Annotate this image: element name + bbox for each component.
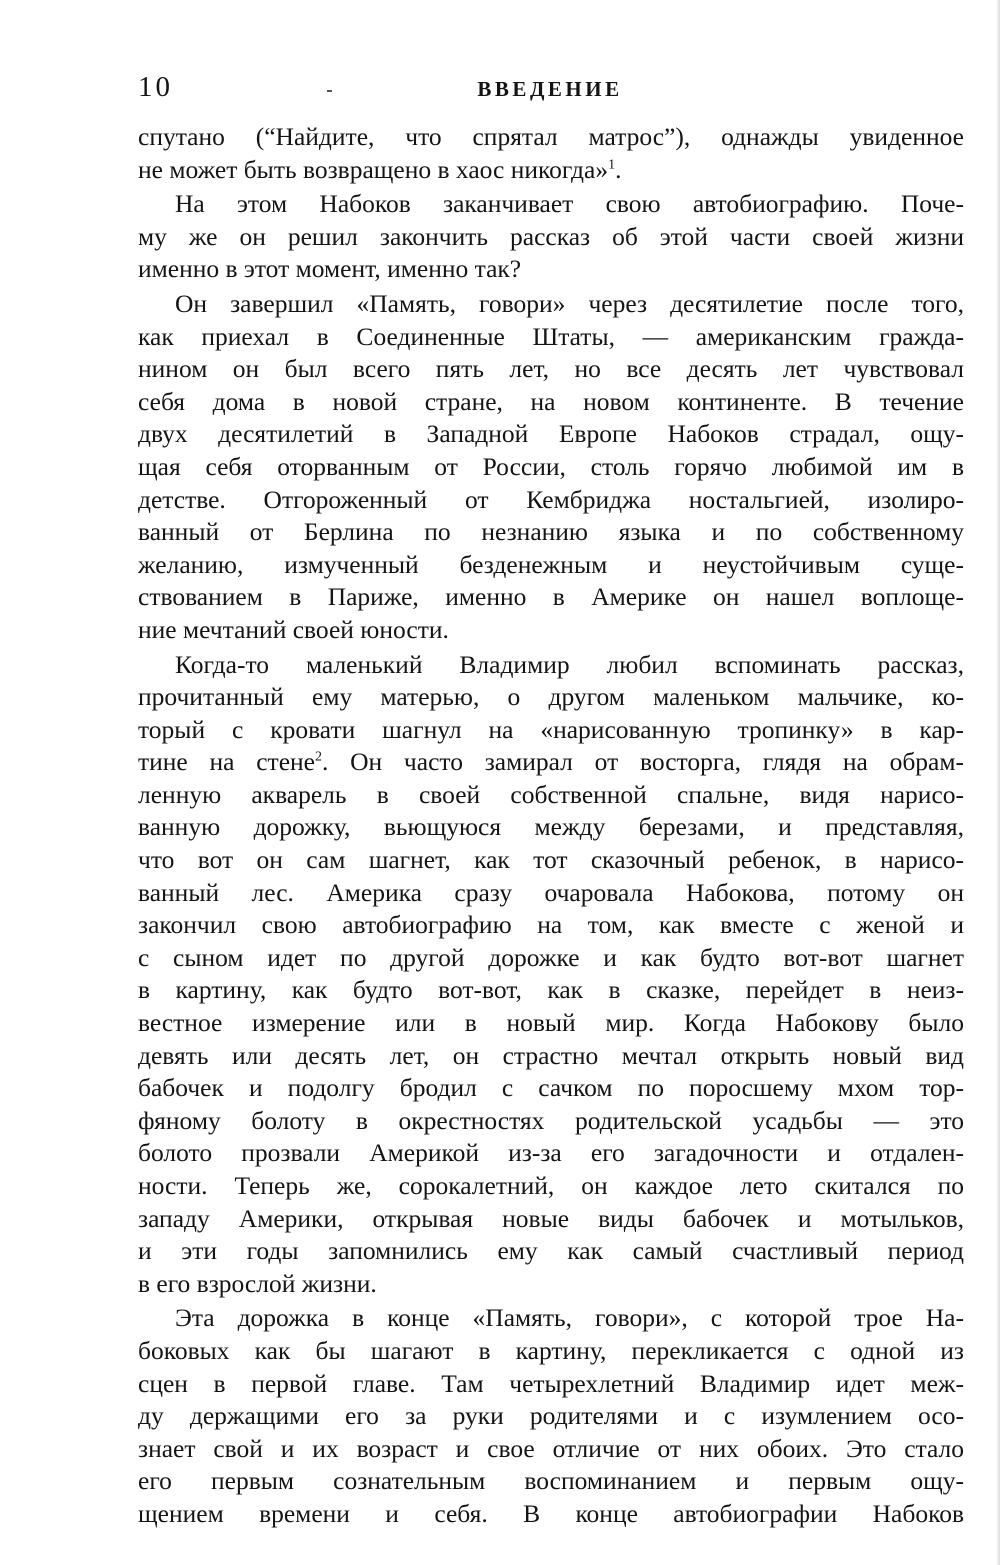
text-line: как приехал в Соединенные Штаты, — американским гражда- — [138, 321, 964, 351]
text-line: знает свой и их возраст и свое отличие от них обоих. Это стало — [138, 1433, 964, 1463]
text-line: торый с кровати шагнул на «нарисованную тропинку» в кар- — [138, 714, 964, 744]
text-line — [138, 746, 964, 779]
text-line: себя дома в новой стране, на новом континенте. В течение — [138, 386, 964, 416]
text-line: ванный от Берлина по незнанию языка и по собственному — [138, 517, 964, 547]
text-line: ванную дорожку, вьющуюся между березами, и представляя, — [138, 812, 964, 842]
text-line: боковых как бы шагают в картину, перекликается с одной из — [138, 1335, 964, 1365]
text-line: в его взрослой жизни. — [138, 1268, 377, 1298]
text-line: ду держащими его за руки родителями и с изумлением осо- — [138, 1401, 964, 1431]
text-line: детстве. Отгороженный от Кембриджа ностальгией, изолиро- — [138, 484, 964, 514]
text-line: щением времени и себя. В конце автобиографии Набоков — [138, 1498, 964, 1528]
text-line: му же он решил закончить рассказ об этой части своей жизни — [138, 221, 964, 251]
text-line: Эта дорожка в конце «Память, говори», с которой трое На- — [175, 1303, 964, 1333]
text-line: сцен в первой главе. Там четырехлетний Владимир идет меж- — [138, 1368, 964, 1398]
paragraph-2 — [138, 188, 964, 286]
text-line: На этом Набоков заканчивает свою автобиографию. Поче- — [175, 189, 964, 219]
text-line: ленную акварель в своей собственной спальне, видя нарисо- — [138, 779, 964, 809]
text-line: его первым сознательным воспоминанием и первым ощу- — [138, 1466, 964, 1496]
text-line: ствованием в Париже, именно в Америке он нашел воплоще- — [138, 582, 964, 612]
text-line: и эти годы запомнились ему как самый счастливый период — [138, 1236, 964, 1266]
text-fragment: . — [615, 154, 622, 184]
running-head: ВВЕДЕНИЕ — [477, 77, 623, 101]
text-line: девять или десять лет, он страстно мечтал открыть новый вид — [138, 1040, 964, 1070]
text-line: прочитанный ему матерью, о другом маленьком мальчике, ко- — [138, 682, 964, 712]
text-line: с сыном идет по другой дорожке и как будто вот-вот шагнет — [138, 942, 964, 972]
text-line: спутано (“Найдите, что спрятал матрос”), однажды увиденное — [138, 122, 964, 151]
text-line: двух десятилетий в Западной Европе Набоков страдал, ощу- — [138, 419, 964, 449]
body-text — [138, 121, 964, 1531]
text-fragment: не может быть возвращено в хаос никогда» — [138, 154, 609, 184]
text-line — [138, 154, 964, 187]
paragraph-5 — [138, 1302, 964, 1530]
text-line: нином он был всего пять лет, но все десять лет чувствовал — [138, 354, 964, 384]
paragraph-4 — [138, 649, 964, 1301]
text-line: закончил свою автобиографию на том, как вместе с женой и — [138, 910, 964, 940]
text-line: бабочек и подолгу бродил с сачком по поросшему мхом тор- — [138, 1073, 964, 1103]
paragraph-1 — [138, 121, 964, 186]
text-line: западу Америки, открывая новые виды бабочек и мотыльков, — [138, 1203, 964, 1233]
text-line: щая себя оторванным от России, столь горячо любимой им в — [138, 451, 964, 481]
text-line: Когда-то маленький Владимир любил вспоминать рассказ, — [175, 649, 964, 679]
paragraph-3 — [138, 288, 964, 647]
page-edge-shadow — [996, 0, 1000, 1565]
text-line: желанию, измученный безденежным и неустойчивым суще- — [138, 549, 964, 579]
text-line: фяному болоту в окрестностях родительской усадьбы — это — [138, 1105, 964, 1135]
text-fragment: . Он часто замирал от восторга, глядя на обрам- — [321, 747, 964, 777]
text-line: ванный лес. Америка сразу очаровала Набокова, потому он — [138, 877, 964, 907]
text-line: ние мечтаний своей юности. — [138, 614, 449, 644]
text-line: что вот он сам шагнет, как тот сказочный ребенок, в нарисо- — [138, 845, 964, 875]
footnote-ref: 1 — [608, 157, 616, 173]
text-line: ности. Теперь же, сорокалетний, он каждое лето скитался по — [138, 1171, 964, 1200]
footnote-ref: 2 — [314, 749, 322, 765]
page-number: 10 — [138, 71, 173, 103]
text-fragment: тине на стене — [138, 747, 315, 777]
text-line: в картину, как будто вот-вот, как в сказке, перейдет в неиз- — [138, 975, 964, 1005]
text-line: Он завершил «Память, говори» через десятилетие после того, — [175, 288, 964, 318]
text-line: болото прозвали Америкой из-за его загадочности и отдален- — [138, 1138, 964, 1168]
text-line: именно в этот момент, именно так? — [138, 254, 522, 284]
text-line: вестное измерение или в новый мир. Когда Набокову было — [138, 1008, 964, 1038]
